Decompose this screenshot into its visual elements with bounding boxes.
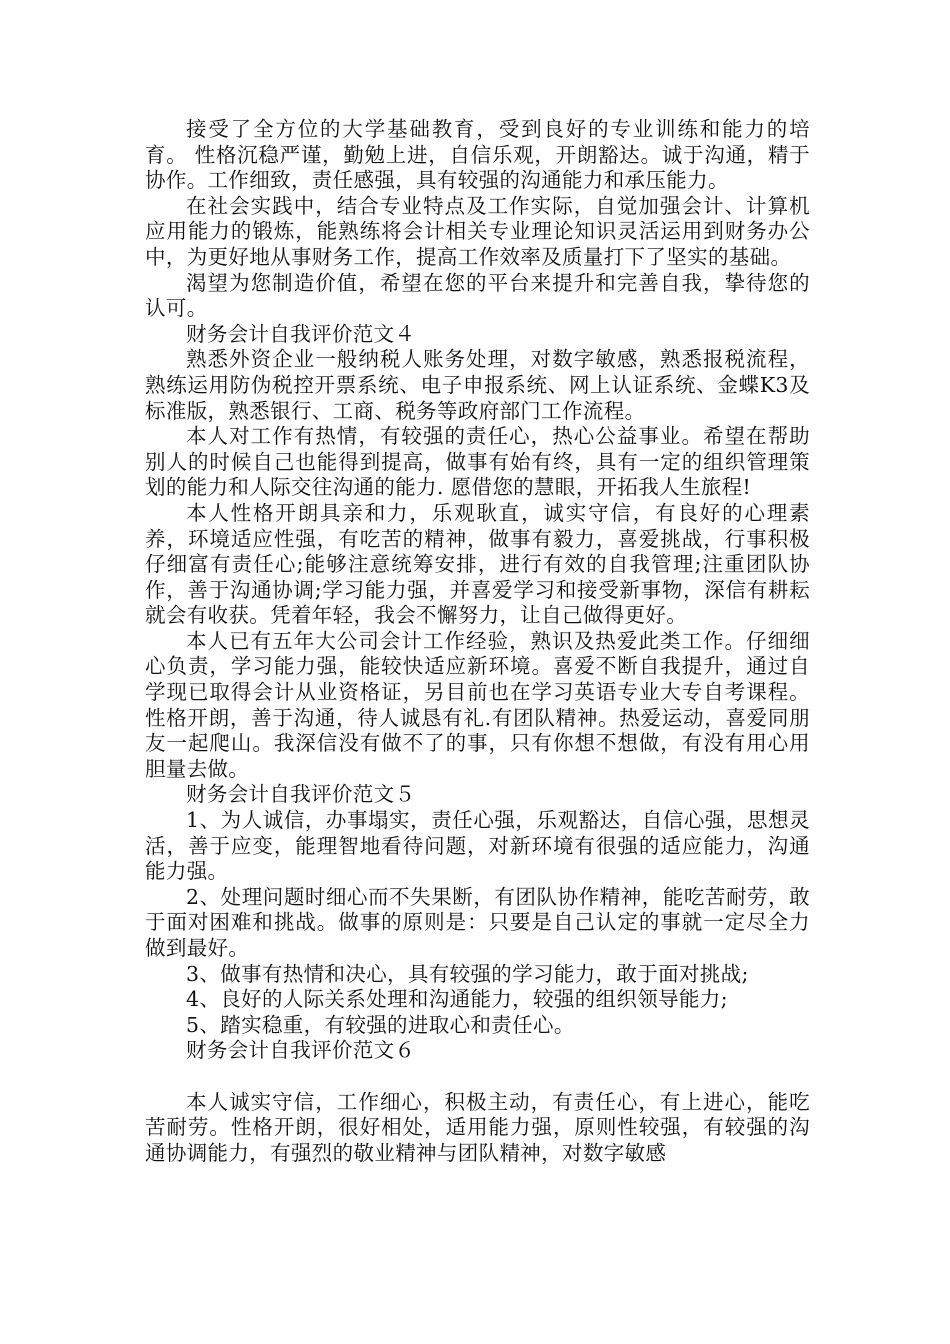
list-item-2: 2、处理问题时细心而不失果断，有团队协作精神，能吃苦耐劳，敢于面对困难和挑战。做事的原则是：只要是自己认定的事就一定尽全力做到最好。 <box>145 884 810 960</box>
paragraph-personality: 本人性格开朗具亲和力，乐观耿直，诚实守信，有良好的心理素养，环境适应性强，有吃苦的精神，做事有毅力，喜爱挑战，行事积极仔细富有责任心;能够注意统筹安排，进行有效的自我管理;注重团队协作，善于沟通协调;学习能力强，并喜爱学习和接受新事物，深信有耕耘就会有收获。凭着年轻，我会不懈努力，让自己做得更好。 <box>145 500 810 628</box>
paragraph-integrity: 本人诚实守信，工作细心，积极主动，有责任心，有上进心，能吃苦耐劳。性格开朗，很好相处，适用能力强，原则性较强，有较强的沟通协调能力，有强烈的敬业精神与团队精神，对数字敏感 <box>145 1089 810 1165</box>
paragraph-experience: 本人已有五年大公司会计工作经验，熟识及热爱此类工作。仔细细心负责，学习能力强，能较快适应新环境。喜爱不断自我提升，通过自学现已取得会计从业资格证，另目前也在学习英语专业大专自考课程。性格开朗，善于沟通，待人诚恳有礼.有团队精神。热爱运动，喜爱同朋友一起爬山。我深信没有做不了的事，只有你想不想做，有没有用心用胆量去做。 <box>145 628 810 781</box>
section-heading-5: 财务会计自我评价范文５ <box>186 782 416 807</box>
paragraph-education: 接受了全方位的大学基础教育，受到良好的专业训练和能力的培育。 性格沉稳严谨，勤勉上进，自信乐观，开朗豁达。诚于沟通，精于协作。工作细致，责任感强，具有较强的沟通能力和承压能力。 <box>145 117 810 193</box>
paragraph-social-practice: 在社会实践中，结合专业特点及工作实际，自觉加强会计、计算机应用能力的锻炼，能熟练将会计相关专业理论知识灵活运用到财务办公中，为更好地从事财务工作，提高工作效率及质量打下了坚实的基础。 <box>145 193 810 269</box>
list-item-1: 1、为人诚信，办事塌实，责任心强，乐观豁达，自信心强，思想灵活，善于应变，能理智地看待问题，对新环境有很强的适应能力，沟通能力强。 <box>145 808 810 884</box>
blank-line <box>145 1064 810 1090</box>
paragraph-tax-skills: 熟悉外资企业一般纳税人账务处理，对数字敏感，熟悉报税流程，熟练运用防伪税控开票系统、电子申报系统、网上认证系统、金蝶K3及标准版，熟悉银行、工商、税务等政府部门工作流程。 <box>145 347 810 423</box>
document-body <box>145 117 810 1166</box>
paragraph-enthusiasm: 本人对工作有热情，有较强的责任心，热心公益事业。希望在帮助别人的时候自己也能得到提高，做事有始有终，具有一定的组织管理策划的能力和人际交往沟通的能力. 愿借您的慧眼，开拓我人生旅程! <box>145 424 810 500</box>
section-heading-4: 财务会计自我评价范文４ <box>186 321 416 346</box>
list-item-3: 3、做事有热情和决心，具有较强的学习能力，敢于面对挑战; <box>186 961 749 986</box>
paragraph-aspiration: 渴望为您制造价值，希望在您的平台来提升和完善自我，挚待您的认可。 <box>145 270 810 321</box>
list-item-4: 4、良好的人际关系处理和沟通能力，较强的组织领导能力; <box>186 987 728 1012</box>
list-item-5: 5、踏实稳重，有较强的进取心和责任心。 <box>186 1012 575 1037</box>
section-heading-6: 财务会计自我评价范文６ <box>186 1038 416 1063</box>
